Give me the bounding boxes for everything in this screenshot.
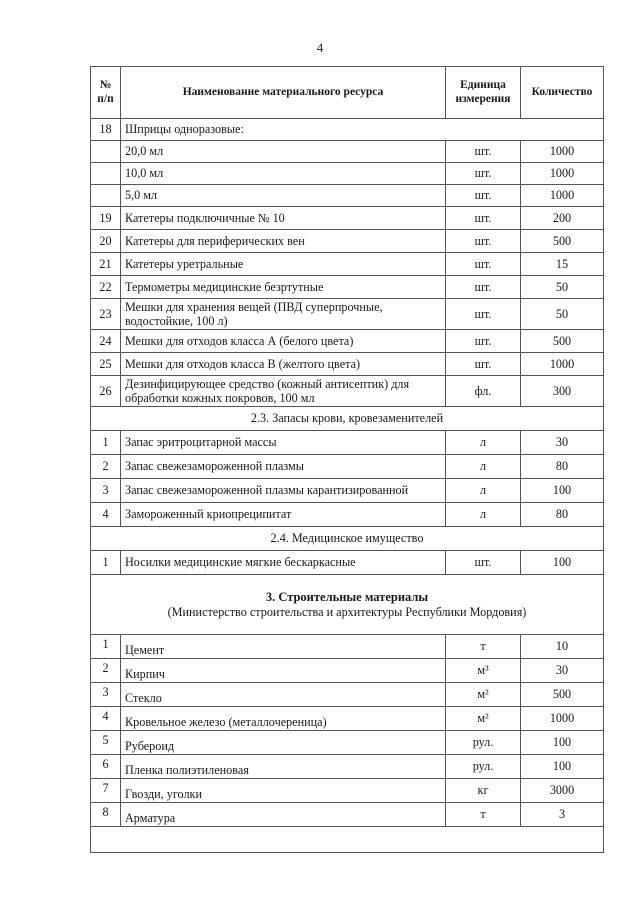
- row-unit: л: [446, 503, 521, 527]
- row-num: 2: [91, 455, 121, 479]
- row-num: 3: [91, 683, 121, 707]
- row-qty: 500: [521, 683, 604, 707]
- table-row: [91, 731, 604, 755]
- row-num: 4: [91, 707, 121, 731]
- table-row: [91, 479, 604, 503]
- row-name: Запас эритроцитарной массы: [121, 431, 446, 455]
- row-num: 23: [91, 299, 121, 330]
- table-row: [91, 635, 604, 659]
- row-qty: 500: [521, 230, 604, 253]
- row-name: Катетеры для периферических вен: [121, 230, 446, 253]
- row-name: Замороженный криопреципитат: [121, 503, 446, 527]
- row-unit: рул.: [446, 731, 521, 755]
- row-qty: 30: [521, 659, 604, 683]
- row-unit: шт.: [446, 353, 521, 376]
- row-unit: фл.: [446, 376, 521, 407]
- row-name: Мешки для отходов класса В (желтого цвета): [121, 353, 446, 376]
- section-3-heading: [91, 575, 604, 635]
- row-name: Кровельное железо (металлочереница): [121, 707, 446, 731]
- row-qty: 3000: [521, 779, 604, 803]
- row-name: Мешки для отходов класса А (белого цвета): [121, 330, 446, 353]
- section-row: [91, 407, 604, 431]
- table-row: [91, 779, 604, 803]
- row-name: Цемент: [121, 635, 446, 659]
- table-row: [91, 551, 604, 575]
- row-unit: шт.: [446, 299, 521, 330]
- row-name: 20,0 мл: [121, 141, 446, 163]
- row-qty: 1000: [521, 353, 604, 376]
- section-subtitle: (Министерство строительства и архитектуры Республики Мордовия): [167, 604, 527, 619]
- row-num: 3: [91, 479, 121, 503]
- resources-table: [90, 66, 604, 853]
- section-heading: 2.3. Запасы крови, кровезаменителей: [91, 407, 604, 431]
- table-row: [91, 707, 604, 731]
- row-qty: 1000: [521, 707, 604, 731]
- row-qty: 100: [521, 731, 604, 755]
- row-num: 21: [91, 253, 121, 276]
- row-name: Мешки для хранения вещей (ПВД суперпрочные, водостойкие, 100 л): [121, 299, 446, 330]
- row-qty: 200: [521, 207, 604, 230]
- row-num: 25: [91, 353, 121, 376]
- table-row: [91, 230, 604, 253]
- header-num: № п/п: [91, 67, 121, 119]
- row-qty: 30: [521, 431, 604, 455]
- row-num: 6: [91, 755, 121, 779]
- row-unit: шт.: [446, 330, 521, 353]
- row-unit: шт.: [446, 185, 521, 207]
- row-unit: кг: [446, 779, 521, 803]
- row-name: Катетеры подключичные № 10: [121, 207, 446, 230]
- row-qty: 300: [521, 376, 604, 407]
- row-name: Дезинфицирующее средство (кожный антисептик) для обработки кожных покровов, 100 мл: [121, 376, 446, 407]
- row-unit: л: [446, 455, 521, 479]
- row-unit: шт.: [446, 163, 521, 185]
- row-qty: 50: [521, 299, 604, 330]
- header-name: Наименование материального ресурса: [121, 67, 446, 119]
- row-num: 1: [91, 551, 121, 575]
- section-row: [91, 575, 604, 635]
- row-name: Рубероид: [121, 731, 446, 755]
- row-num: 1: [91, 635, 121, 659]
- table-row: [91, 659, 604, 683]
- row-qty: 500: [521, 330, 604, 353]
- row-qty: 100: [521, 551, 604, 575]
- row-num: 8: [91, 803, 121, 827]
- row-name: Термометры медицинские безртутные: [121, 276, 446, 299]
- row-name: Носилки медицинские мягкие бескаркасные: [121, 551, 446, 575]
- table-row: [91, 299, 604, 330]
- row-num: 18: [91, 119, 121, 141]
- row-name: Запас свежезамороженной плазмы: [121, 455, 446, 479]
- row-name: 10,0 мл: [121, 163, 446, 185]
- table-row: [91, 431, 604, 455]
- row-unit: т: [446, 803, 521, 827]
- row-name: Стекло: [121, 683, 446, 707]
- row-qty: 3: [521, 803, 604, 827]
- row-name: Катетеры уретральные: [121, 253, 446, 276]
- row-num: 19: [91, 207, 121, 230]
- table-row: [91, 276, 604, 299]
- row-qty: 100: [521, 755, 604, 779]
- row-name: Гвозди, уголки: [121, 779, 446, 803]
- row-name: Кирпич: [121, 659, 446, 683]
- row-unit: шт.: [446, 551, 521, 575]
- row-num: 1: [91, 431, 121, 455]
- table-row: [91, 119, 604, 141]
- header-qty: Количество: [521, 67, 604, 119]
- row-unit: м²: [446, 683, 521, 707]
- table-row: [91, 330, 604, 353]
- section-title: 3. Строительные материалы: [265, 590, 429, 605]
- row-num: 20: [91, 230, 121, 253]
- row-name: Пленка полиэтиленовая: [121, 755, 446, 779]
- row-name: Арматура: [121, 803, 446, 827]
- group-title: Шприцы одноразовые:: [121, 119, 604, 141]
- table-row: [91, 803, 604, 827]
- table-row: [91, 376, 604, 407]
- row-unit: л: [446, 479, 521, 503]
- table-row: [91, 141, 604, 163]
- table-row: [91, 683, 604, 707]
- row-qty: 1000: [521, 185, 604, 207]
- row-qty: 100: [521, 479, 604, 503]
- row-unit: шт.: [446, 141, 521, 163]
- row-name: Запас свежезамороженной плазмы карантизированной: [121, 479, 446, 503]
- table-row: [91, 353, 604, 376]
- row-unit: л: [446, 431, 521, 455]
- row-unit: шт.: [446, 253, 521, 276]
- row-qty: 1000: [521, 141, 604, 163]
- row-qty: 80: [521, 503, 604, 527]
- row-num: 24: [91, 330, 121, 353]
- row-unit: м²: [446, 707, 521, 731]
- table-row: [91, 185, 604, 207]
- table-row: [91, 455, 604, 479]
- row-qty: 80: [521, 455, 604, 479]
- row-num: 5: [91, 731, 121, 755]
- row-unit: м³: [446, 659, 521, 683]
- row-name: 5,0 мл: [121, 185, 446, 207]
- row-num: 26: [91, 376, 121, 407]
- section-heading: 2.4. Медицинское имущество: [91, 527, 604, 551]
- table-row: [91, 503, 604, 527]
- row-qty: 1000: [521, 163, 604, 185]
- empty-row: [91, 827, 604, 853]
- table-row: [91, 207, 604, 230]
- row-num: 4: [91, 503, 121, 527]
- row-unit: шт.: [446, 230, 521, 253]
- table-row: [91, 163, 604, 185]
- row-qty: 15: [521, 253, 604, 276]
- section-row: [91, 527, 604, 551]
- table-row: [91, 253, 604, 276]
- page-number: 4: [316, 40, 324, 55]
- row-unit: шт.: [446, 276, 521, 299]
- row-qty: 50: [521, 276, 604, 299]
- row-num: 2: [91, 659, 121, 683]
- row-unit: шт.: [446, 207, 521, 230]
- row-qty: 10: [521, 635, 604, 659]
- row-unit: т: [446, 635, 521, 659]
- header-unit: Единица измерения: [446, 67, 521, 119]
- table-row: [91, 755, 604, 779]
- row-num: 7: [91, 779, 121, 803]
- table-header-row: [91, 67, 604, 119]
- row-unit: рул.: [446, 755, 521, 779]
- row-num: 22: [91, 276, 121, 299]
